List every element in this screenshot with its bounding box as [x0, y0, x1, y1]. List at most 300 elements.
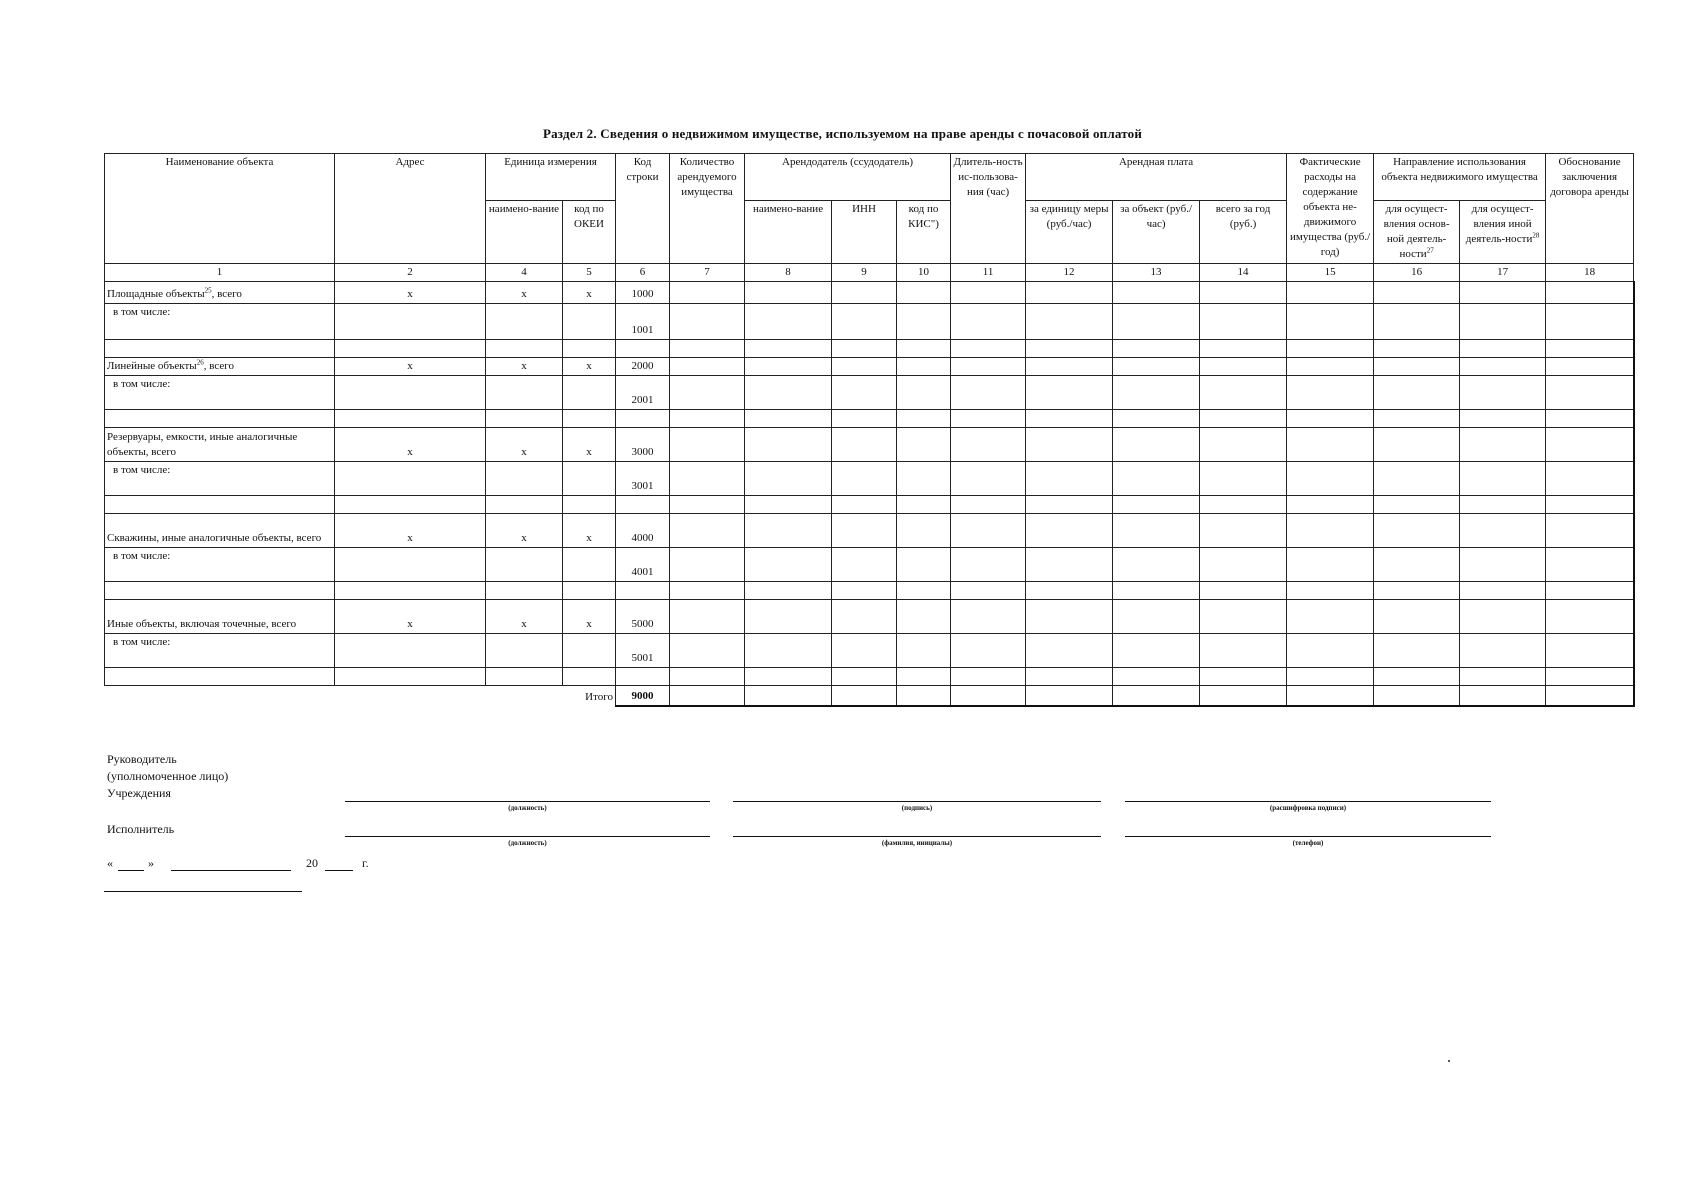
executor-phone-line[interactable]	[1125, 836, 1491, 837]
data-cell[interactable]	[1026, 428, 1113, 462]
data-cell[interactable]	[1200, 410, 1287, 428]
row-x: x	[563, 358, 616, 376]
data-cell[interactable]	[951, 496, 1026, 514]
data-cell[interactable]	[486, 582, 563, 600]
data-cell[interactable]	[616, 496, 670, 514]
data-cell[interactable]	[1460, 686, 1546, 706]
data-cell[interactable]	[951, 686, 1026, 706]
data-cell[interactable]	[832, 428, 897, 462]
property-table	[104, 153, 1635, 707]
data-cell[interactable]	[1287, 496, 1374, 514]
data-cell[interactable]	[897, 686, 951, 706]
data-cell[interactable]	[1200, 282, 1287, 304]
data-cell[interactable]	[897, 600, 951, 634]
data-cell[interactable]	[745, 548, 832, 582]
data-cell[interactable]	[897, 304, 951, 340]
row-x: x	[563, 428, 616, 462]
data-cell[interactable]	[1374, 668, 1460, 686]
data-cell[interactable]	[897, 462, 951, 496]
data-cell[interactable]	[670, 514, 745, 548]
data-cell[interactable]	[897, 410, 951, 428]
data-cell[interactable]	[745, 514, 832, 548]
row-code: 5000	[616, 600, 670, 634]
data-cell[interactable]	[1546, 428, 1634, 462]
data-cell[interactable]	[670, 548, 745, 582]
data-cell[interactable]	[335, 340, 486, 358]
data-cell[interactable]	[745, 634, 832, 668]
data-cell[interactable]	[951, 376, 1026, 410]
data-cell[interactable]	[335, 496, 486, 514]
data-cell[interactable]	[1546, 634, 1634, 668]
data-cell[interactable]	[832, 340, 897, 358]
head-label-1: Руководитель	[107, 752, 177, 766]
decoding-line[interactable]	[1125, 801, 1491, 802]
data-cell[interactable]	[1374, 340, 1460, 358]
data-cell[interactable]	[335, 462, 486, 496]
data-cell[interactable]	[1374, 358, 1460, 376]
column-numbers-row	[105, 264, 1634, 282]
data-cell[interactable]	[670, 376, 745, 410]
data-cell[interactable]	[1546, 686, 1634, 706]
data-cell[interactable]	[670, 410, 745, 428]
data-cell[interactable]	[745, 496, 832, 514]
data-cell[interactable]	[670, 686, 745, 706]
data-cell[interactable]	[897, 340, 951, 358]
table-row	[105, 668, 1634, 686]
signature-line[interactable]	[733, 801, 1101, 802]
data-cell[interactable]	[563, 582, 616, 600]
data-cell[interactable]	[670, 582, 745, 600]
data-cell[interactable]	[1460, 548, 1546, 582]
table-row	[105, 282, 1634, 304]
data-cell[interactable]	[563, 410, 616, 428]
row-x: x	[486, 600, 563, 634]
data-cell[interactable]	[897, 358, 951, 376]
data-cell[interactable]	[1287, 358, 1374, 376]
executor-phone-caption: (телефон)	[1292, 839, 1324, 847]
row-x: x	[335, 282, 486, 304]
data-cell[interactable]	[1026, 686, 1113, 706]
data-cell[interactable]	[105, 496, 335, 514]
data-cell[interactable]	[1113, 582, 1200, 600]
data-cell[interactable]	[1200, 548, 1287, 582]
row-x: x	[563, 600, 616, 634]
data-cell[interactable]	[1113, 496, 1200, 514]
col-number: 16	[1374, 264, 1460, 282]
table-row	[105, 582, 1634, 600]
data-cell[interactable]	[897, 514, 951, 548]
data-cell[interactable]	[745, 600, 832, 634]
data-cell[interactable]	[1026, 358, 1113, 376]
data-cell[interactable]	[105, 668, 335, 686]
data-cell[interactable]	[1287, 410, 1374, 428]
data-cell[interactable]	[951, 358, 1026, 376]
data-cell[interactable]	[1460, 600, 1546, 634]
data-cell[interactable]	[1374, 686, 1460, 706]
data-cell[interactable]	[670, 668, 745, 686]
row-code: 1000	[616, 282, 670, 304]
data-cell[interactable]	[335, 304, 486, 340]
col-okei-header: код по ОКЕИ	[563, 201, 616, 264]
data-cell[interactable]	[1287, 462, 1374, 496]
data-cell[interactable]	[1113, 358, 1200, 376]
data-cell[interactable]	[832, 686, 897, 706]
data-cell[interactable]	[1200, 634, 1287, 668]
data-cell[interactable]	[1287, 428, 1374, 462]
data-cell[interactable]	[1200, 686, 1287, 706]
data-cell[interactable]	[897, 376, 951, 410]
col-lessor-header: Арендодатель (ссудодатель)	[745, 154, 951, 201]
col-rent-header: Арендная плата	[1026, 154, 1287, 201]
row-name: Иные объекты, включая точечные, всего	[105, 600, 335, 634]
data-cell[interactable]	[335, 668, 486, 686]
data-cell[interactable]	[1026, 410, 1113, 428]
data-cell[interactable]	[1546, 410, 1634, 428]
data-cell[interactable]	[670, 340, 745, 358]
data-cell[interactable]	[1546, 548, 1634, 582]
data-cell[interactable]	[951, 282, 1026, 304]
date-year-prefix: 20	[306, 856, 318, 870]
data-cell[interactable]	[745, 462, 832, 496]
row-x: x	[335, 600, 486, 634]
total-label: Итого	[105, 686, 616, 706]
col-expenses-header: Фактические расходы на содержание объекта не-движимого имущества (руб./год)	[1287, 154, 1374, 264]
data-cell[interactable]	[1026, 600, 1113, 634]
data-cell[interactable]	[897, 668, 951, 686]
data-cell[interactable]	[486, 376, 563, 410]
data-cell[interactable]	[897, 496, 951, 514]
data-cell[interactable]	[335, 548, 486, 582]
data-cell[interactable]	[563, 462, 616, 496]
data-cell[interactable]	[1287, 340, 1374, 358]
data-cell[interactable]	[832, 376, 897, 410]
date-quote-close: »	[148, 856, 154, 870]
data-cell[interactable]	[1460, 634, 1546, 668]
data-cell[interactable]	[1546, 496, 1634, 514]
row-x: x	[335, 428, 486, 462]
data-cell[interactable]	[563, 376, 616, 410]
data-cell[interactable]	[1200, 600, 1287, 634]
data-cell[interactable]	[670, 600, 745, 634]
data-cell[interactable]	[1113, 600, 1200, 634]
data-cell[interactable]	[670, 282, 745, 304]
data-cell[interactable]	[832, 634, 897, 668]
data-cell[interactable]	[745, 358, 832, 376]
data-cell[interactable]	[745, 282, 832, 304]
row-code: 3000	[616, 428, 670, 462]
col-lessor-name-header: наимено-вание	[745, 201, 832, 264]
data-cell[interactable]	[897, 428, 951, 462]
data-cell[interactable]	[105, 340, 335, 358]
data-cell[interactable]	[563, 634, 616, 668]
data-cell[interactable]	[1287, 304, 1374, 340]
executor-fio-caption: (фамилия, инициалы)	[881, 839, 953, 847]
data-cell[interactable]	[1200, 582, 1287, 600]
data-cell[interactable]	[832, 282, 897, 304]
data-cell[interactable]	[832, 410, 897, 428]
date-year-suffix: г.	[362, 856, 369, 870]
data-cell[interactable]	[335, 410, 486, 428]
data-cell[interactable]	[951, 410, 1026, 428]
data-cell[interactable]	[1460, 410, 1546, 428]
data-cell[interactable]	[745, 428, 832, 462]
data-cell[interactable]	[563, 340, 616, 358]
data-cell[interactable]	[745, 340, 832, 358]
data-cell[interactable]	[1546, 582, 1634, 600]
data-cell[interactable]	[1460, 304, 1546, 340]
data-cell[interactable]	[951, 548, 1026, 582]
data-cell[interactable]	[486, 340, 563, 358]
data-cell[interactable]	[1200, 496, 1287, 514]
data-cell[interactable]	[1026, 304, 1113, 340]
data-cell[interactable]	[105, 410, 335, 428]
data-cell[interactable]	[951, 668, 1026, 686]
data-cell[interactable]	[832, 304, 897, 340]
data-cell[interactable]	[670, 462, 745, 496]
row-name: Площадные объекты$^{25}$, всего	[105, 282, 335, 304]
data-cell[interactable]	[951, 634, 1026, 668]
data-cell[interactable]	[1200, 304, 1287, 340]
data-cell[interactable]	[563, 304, 616, 340]
data-cell[interactable]	[1460, 496, 1546, 514]
table-row	[105, 600, 1634, 634]
table-row	[105, 548, 1634, 582]
data-cell[interactable]	[1546, 304, 1634, 340]
data-cell[interactable]	[1374, 376, 1460, 410]
data-cell[interactable]	[1374, 410, 1460, 428]
data-cell[interactable]	[1460, 428, 1546, 462]
data-cell[interactable]	[486, 462, 563, 496]
data-cell[interactable]	[1546, 358, 1634, 376]
data-cell[interactable]	[1113, 304, 1200, 340]
data-cell[interactable]	[1460, 282, 1546, 304]
data-cell[interactable]	[1026, 634, 1113, 668]
data-cell[interactable]	[1546, 340, 1634, 358]
data-cell[interactable]	[832, 600, 897, 634]
data-cell[interactable]	[1113, 410, 1200, 428]
data-cell[interactable]	[745, 582, 832, 600]
data-cell[interactable]	[486, 548, 563, 582]
data-cell[interactable]	[1546, 282, 1634, 304]
data-cell[interactable]	[1026, 668, 1113, 686]
data-cell[interactable]	[951, 514, 1026, 548]
data-cell[interactable]	[1287, 634, 1374, 668]
col-qty-header: Количество арендуемого имущества	[670, 154, 745, 264]
col-number: 14	[1200, 264, 1287, 282]
data-cell[interactable]	[951, 340, 1026, 358]
data-cell[interactable]	[1200, 358, 1287, 376]
signature-caption: (подпись)	[901, 804, 933, 812]
data-cell[interactable]	[832, 582, 897, 600]
data-cell[interactable]	[1026, 282, 1113, 304]
data-cell[interactable]	[670, 634, 745, 668]
data-cell[interactable]	[951, 304, 1026, 340]
data-cell[interactable]	[832, 462, 897, 496]
data-cell[interactable]	[1200, 514, 1287, 548]
data-cell[interactable]	[486, 634, 563, 668]
data-cell[interactable]	[670, 428, 745, 462]
table-row	[105, 358, 1634, 376]
table-row	[105, 634, 1634, 668]
data-cell[interactable]	[951, 600, 1026, 634]
data-cell[interactable]	[1374, 304, 1460, 340]
data-cell[interactable]	[1200, 376, 1287, 410]
data-cell[interactable]	[1026, 582, 1113, 600]
data-cell[interactable]	[335, 582, 486, 600]
data-cell[interactable]	[832, 496, 897, 514]
data-cell[interactable]	[1200, 668, 1287, 686]
data-cell[interactable]	[1113, 462, 1200, 496]
data-cell[interactable]	[670, 304, 745, 340]
data-cell[interactable]	[897, 634, 951, 668]
date-day-line[interactable]	[118, 870, 144, 871]
data-cell[interactable]	[1287, 686, 1374, 706]
data-cell[interactable]	[563, 668, 616, 686]
data-cell[interactable]	[486, 668, 563, 686]
data-cell[interactable]	[745, 668, 832, 686]
data-cell[interactable]	[832, 548, 897, 582]
data-cell[interactable]	[1113, 340, 1200, 358]
col-number: 1	[105, 264, 335, 282]
data-cell[interactable]	[1026, 340, 1113, 358]
data-cell[interactable]	[1460, 668, 1546, 686]
footnote-separator	[104, 891, 302, 892]
data-cell[interactable]	[1026, 514, 1113, 548]
data-cell[interactable]	[563, 496, 616, 514]
data-cell[interactable]	[1460, 340, 1546, 358]
data-cell[interactable]	[1374, 634, 1460, 668]
data-cell[interactable]	[1113, 428, 1200, 462]
data-cell[interactable]	[1113, 634, 1200, 668]
row-code: 2000	[616, 358, 670, 376]
data-cell[interactable]	[1113, 686, 1200, 706]
data-cell[interactable]	[832, 668, 897, 686]
data-cell[interactable]	[1287, 282, 1374, 304]
col-number: 15	[1287, 264, 1374, 282]
data-cell[interactable]	[1460, 358, 1546, 376]
data-cell[interactable]	[897, 548, 951, 582]
data-cell[interactable]	[1287, 582, 1374, 600]
row-code: 4001	[616, 548, 670, 582]
position-line[interactable]	[345, 801, 710, 802]
data-cell[interactable]	[1460, 376, 1546, 410]
data-cell[interactable]	[1026, 462, 1113, 496]
table-row	[105, 340, 1634, 358]
data-cell[interactable]	[951, 582, 1026, 600]
col-number: 10	[897, 264, 951, 282]
total-row	[105, 686, 1634, 706]
col-number: 6	[616, 264, 670, 282]
header-row-1	[105, 154, 1634, 201]
data-cell[interactable]	[105, 582, 335, 600]
data-cell[interactable]	[486, 410, 563, 428]
executor-position-line[interactable]	[345, 836, 710, 837]
col-dir-other-header: для осущест-вления иной деятель-ности$^{28}$	[1460, 201, 1546, 264]
data-cell[interactable]	[1026, 376, 1113, 410]
row-code: 3001	[616, 462, 670, 496]
data-cell[interactable]	[1200, 340, 1287, 358]
data-cell[interactable]	[1287, 548, 1374, 582]
data-cell[interactable]	[1113, 668, 1200, 686]
table-row	[105, 514, 1634, 548]
data-cell[interactable]	[951, 428, 1026, 462]
data-cell[interactable]	[951, 462, 1026, 496]
data-cell[interactable]	[1113, 514, 1200, 548]
data-cell[interactable]	[1460, 582, 1546, 600]
data-cell[interactable]	[670, 358, 745, 376]
data-cell[interactable]	[1113, 548, 1200, 582]
data-cell[interactable]	[1287, 376, 1374, 410]
data-cell[interactable]	[1026, 548, 1113, 582]
executor-fio-line[interactable]	[733, 836, 1101, 837]
data-cell[interactable]	[745, 686, 832, 706]
data-cell[interactable]	[1374, 496, 1460, 514]
data-cell[interactable]	[1546, 376, 1634, 410]
data-cell[interactable]	[670, 496, 745, 514]
table-row	[105, 376, 1634, 410]
col-duration-header: Длитель-ность ис-пользова-ния (час)	[951, 154, 1026, 264]
data-cell[interactable]	[1546, 462, 1634, 496]
data-cell[interactable]	[1287, 600, 1374, 634]
data-cell[interactable]	[745, 410, 832, 428]
data-cell[interactable]	[1374, 514, 1460, 548]
data-cell[interactable]	[832, 358, 897, 376]
data-cell[interactable]	[1374, 462, 1460, 496]
date-month-line[interactable]	[171, 870, 291, 871]
data-cell[interactable]	[897, 282, 951, 304]
col-number: 13	[1113, 264, 1200, 282]
data-cell[interactable]	[1113, 376, 1200, 410]
row-code: 5001	[616, 634, 670, 668]
data-cell[interactable]	[616, 668, 670, 686]
data-cell[interactable]	[486, 496, 563, 514]
data-cell[interactable]	[616, 410, 670, 428]
data-cell[interactable]	[832, 514, 897, 548]
data-cell[interactable]	[897, 582, 951, 600]
data-cell[interactable]	[486, 304, 563, 340]
data-cell[interactable]	[1374, 548, 1460, 582]
data-cell[interactable]	[1287, 668, 1374, 686]
data-cell[interactable]	[1546, 514, 1634, 548]
col-address-header: Адрес	[335, 154, 486, 264]
data-cell[interactable]	[563, 548, 616, 582]
data-cell[interactable]	[616, 582, 670, 600]
col-rent-year-header: всего за год (руб.)	[1200, 201, 1287, 264]
data-cell[interactable]	[1113, 282, 1200, 304]
data-cell[interactable]	[1460, 462, 1546, 496]
data-cell[interactable]	[1200, 462, 1287, 496]
data-cell[interactable]	[1546, 600, 1634, 634]
data-cell[interactable]	[745, 376, 832, 410]
data-cell[interactable]	[1374, 582, 1460, 600]
data-cell[interactable]	[1026, 496, 1113, 514]
col-rent-object-header: за объект (руб./час)	[1113, 201, 1200, 264]
row-code: 4000	[616, 514, 670, 548]
data-cell[interactable]	[1287, 514, 1374, 548]
data-cell[interactable]	[1374, 600, 1460, 634]
data-cell[interactable]	[616, 340, 670, 358]
date-year-line[interactable]	[325, 870, 353, 871]
data-cell[interactable]	[335, 634, 486, 668]
data-cell[interactable]	[1374, 282, 1460, 304]
data-cell[interactable]	[745, 304, 832, 340]
data-cell[interactable]	[1546, 668, 1634, 686]
data-cell[interactable]	[1200, 428, 1287, 462]
data-cell[interactable]	[1460, 514, 1546, 548]
data-cell[interactable]	[335, 376, 486, 410]
col-number: 5	[563, 264, 616, 282]
data-cell[interactable]	[1374, 428, 1460, 462]
